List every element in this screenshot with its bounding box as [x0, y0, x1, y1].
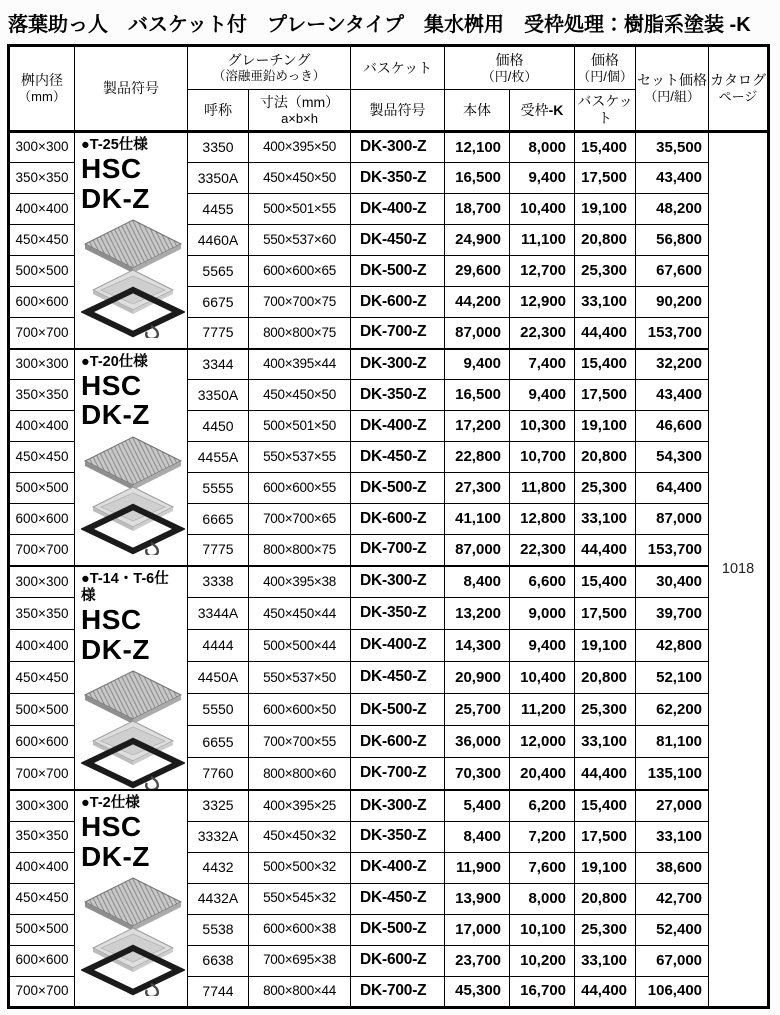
pit-size-cell: 300×300 [9, 790, 75, 821]
basket-price-cell: 17,500 [575, 598, 636, 630]
frame-price-cell: 16,700 [510, 976, 575, 1007]
body-price-cell: 11,900 [445, 852, 510, 883]
header-price-per-sheet-line2: （円/枚） [481, 68, 538, 84]
table-row [9, 566, 769, 598]
spec-label: ●T-14・T-6仕様 [81, 570, 169, 604]
pit-size-cell: 350×350 [9, 380, 75, 411]
body-price-cell: 9,400 [445, 349, 510, 380]
set-price-cell: 39,700 [636, 598, 709, 630]
basket-code-cell: DK-300-Z [351, 566, 445, 598]
pit-size-cell: 700×700 [9, 758, 75, 790]
frame-price-cell: 10,400 [510, 194, 575, 225]
table-row [9, 132, 769, 163]
basket-code-cell: DK-500-Z [351, 914, 445, 945]
grating-name-cell: 5538 [188, 914, 249, 945]
basket-code-cell: DK-700-Z [351, 318, 445, 349]
grating-name-cell: 6675 [188, 287, 249, 318]
set-price-cell: 90,200 [636, 287, 709, 318]
header-basket-price: バスケット [575, 90, 636, 132]
basket-price-cell: 33,100 [575, 287, 636, 318]
pit-size-cell: 300×300 [9, 132, 75, 163]
basket-code-cell: DK-350-Z [351, 163, 445, 194]
set-price-cell: 153,700 [636, 535, 709, 566]
pit-size-cell: 450×450 [9, 442, 75, 473]
basket-price-cell: 17,500 [575, 163, 636, 194]
price-table [7, 44, 770, 1009]
grating-name-cell: 4455 [188, 194, 249, 225]
basket-price-cell: 17,500 [575, 380, 636, 411]
grating-name-cell: 4450 [188, 411, 249, 442]
frame-price-cell: 22,300 [510, 535, 575, 566]
pit-size-cell: 350×350 [9, 821, 75, 852]
set-price-cell: 56,800 [636, 225, 709, 256]
header-pit-size-line2: （mm） [18, 89, 66, 105]
body-price-cell: 13,900 [445, 883, 510, 914]
frame-price-cell: 10,100 [510, 914, 575, 945]
set-price-cell: 52,100 [636, 662, 709, 694]
frame-price-cell: 11,800 [510, 473, 575, 504]
grating-name-cell: 7744 [188, 976, 249, 1007]
grating-name-cell: 3350 [188, 132, 249, 163]
spec-label: ●T-2仕様 [81, 795, 140, 812]
body-price-cell: 23,700 [445, 945, 510, 976]
frame-price-cell: 9,000 [510, 598, 575, 630]
frame-price-cell: 10,200 [510, 945, 575, 976]
pit-size-cell: 450×450 [9, 883, 75, 914]
grating-basket-frame-illustration [81, 218, 185, 338]
basket-price-cell: 44,400 [575, 976, 636, 1007]
set-price-cell: 32,200 [636, 349, 709, 380]
set-price-cell: 46,600 [636, 411, 709, 442]
product-code-cell [75, 566, 188, 791]
basket-price-cell: 44,400 [575, 758, 636, 790]
grating-name-cell: 3332A [188, 821, 249, 852]
grating-name-cell: 6638 [188, 945, 249, 976]
basket-price-cell: 15,400 [575, 790, 636, 821]
header-set-price-line2: （円/組） [644, 89, 700, 105]
body-price-cell: 8,400 [445, 566, 510, 598]
grating-dim-cell: 450×450×50 [249, 163, 351, 194]
table-row [9, 790, 769, 821]
basket-code-cell: DK-300-Z [351, 790, 445, 821]
body-price-cell: 13,200 [445, 598, 510, 630]
grating-dim-cell: 400×395×25 [249, 790, 351, 821]
grating-name-cell: 3350A [188, 163, 249, 194]
frame-price-cell: 12,000 [510, 726, 575, 758]
body-price-cell: 87,000 [445, 318, 510, 349]
frame-price-cell: 10,700 [510, 442, 575, 473]
pit-size-cell: 500×500 [9, 914, 75, 945]
spec-label: ●T-25仕様 [81, 137, 148, 153]
basket-price-cell: 19,100 [575, 194, 636, 225]
grating-name-cell: 7775 [188, 318, 249, 349]
basket-price-cell: 33,100 [575, 504, 636, 535]
grating-name-cell: 5550 [188, 694, 249, 726]
grating-dim-cell: 600×600×50 [249, 694, 351, 726]
body-price-cell: 18,700 [445, 194, 510, 225]
basket-code-cell: DK-600-Z [351, 726, 445, 758]
set-price-cell: 54,300 [636, 442, 709, 473]
product-code-dkz: DK-Z [81, 840, 150, 872]
product-code-cell [75, 790, 188, 1007]
header-grating-dim [249, 90, 351, 132]
basket-code-cell: DK-400-Z [351, 630, 445, 662]
grating-basket-frame-illustration [81, 669, 185, 789]
grating-name-cell: 4432 [188, 852, 249, 883]
grating-dim-cell: 400×395×44 [249, 349, 351, 380]
basket-code-cell: DK-350-Z [351, 821, 445, 852]
header-set-price-line1: セット価格 [637, 72, 708, 89]
body-price-cell: 16,500 [445, 380, 510, 411]
header-price-per-unit-line2: （円/個） [577, 68, 633, 84]
body-price-cell: 16,500 [445, 163, 510, 194]
pit-size-cell: 400×400 [9, 630, 75, 662]
grating-dim-cell: 800×800×44 [249, 976, 351, 1007]
grating-name-cell: 5555 [188, 473, 249, 504]
grating-dim-cell: 500×500×44 [249, 630, 351, 662]
product-code-hsc: HSC [81, 153, 142, 185]
grating-dim-cell: 500×501×55 [249, 194, 351, 225]
header-basket-code: 製品符号 [351, 90, 445, 132]
basket-code-cell: DK-450-Z [351, 225, 445, 256]
basket-price-cell: 33,100 [575, 945, 636, 976]
basket-price-cell: 33,100 [575, 726, 636, 758]
product-code-dkz: DK-Z [81, 399, 150, 431]
header-frame-label: 受枠 [520, 101, 549, 118]
frame-price-cell: 11,200 [510, 694, 575, 726]
header-catalog-page [709, 46, 769, 132]
frame-price-cell: 7,400 [510, 349, 575, 380]
basket-code-cell: DK-700-Z [351, 535, 445, 566]
basket-code-cell: DK-300-Z [351, 132, 445, 163]
grating-name-cell: 4450A [188, 662, 249, 694]
basket-code-cell: DK-700-Z [351, 758, 445, 790]
pit-size-cell: 600×600 [9, 287, 75, 318]
grating-dim-cell: 800×800×75 [249, 318, 351, 349]
frame-price-cell: 12,700 [510, 256, 575, 287]
basket-price-cell: 44,400 [575, 535, 636, 566]
frame-price-cell: 11,100 [510, 225, 575, 256]
grating-dim-cell: 700×695×38 [249, 945, 351, 976]
grating-dim-cell: 450×450×44 [249, 598, 351, 630]
pit-size-cell: 450×450 [9, 662, 75, 694]
body-price-cell: 12,100 [445, 132, 510, 163]
basket-code-cell: DK-450-Z [351, 662, 445, 694]
pit-size-cell: 350×350 [9, 163, 75, 194]
pit-size-cell: 300×300 [9, 349, 75, 380]
grating-basket-frame-illustration [81, 435, 185, 555]
pit-size-cell: 400×400 [9, 852, 75, 883]
basket-price-cell: 25,300 [575, 914, 636, 945]
set-price-cell: 64,400 [636, 473, 709, 504]
product-code-cell [75, 132, 188, 349]
frame-price-cell: 6,600 [510, 566, 575, 598]
header-row-1 [9, 46, 769, 90]
set-price-cell: 135,100 [636, 758, 709, 790]
basket-code-cell: DK-700-Z [351, 976, 445, 1007]
header-price-per-sheet-line1: 価格 [495, 51, 524, 68]
basket-price-cell: 15,400 [575, 132, 636, 163]
grating-dim-cell: 700×700×75 [249, 287, 351, 318]
grating-name-cell: 4432A [188, 883, 249, 914]
basket-price-cell: 25,300 [575, 256, 636, 287]
set-price-cell: 153,700 [636, 318, 709, 349]
basket-code-cell: DK-400-Z [351, 852, 445, 883]
grating-name-cell: 4460A [188, 225, 249, 256]
grating-dim-cell: 450×450×50 [249, 380, 351, 411]
grating-dim-cell: 800×800×60 [249, 758, 351, 790]
set-price-cell: 87,000 [636, 504, 709, 535]
basket-code-cell: DK-600-Z [351, 945, 445, 976]
basket-code-cell: DK-450-Z [351, 883, 445, 914]
set-price-cell: 35,500 [636, 132, 709, 163]
grating-dim-cell: 700×700×55 [249, 726, 351, 758]
product-code-hsc: HSC [81, 604, 142, 636]
pit-size-cell: 600×600 [9, 504, 75, 535]
basket-price-cell: 25,300 [575, 694, 636, 726]
grating-dim-cell: 600×600×38 [249, 914, 351, 945]
body-price-cell: 41,100 [445, 504, 510, 535]
basket-code-cell: DK-300-Z [351, 349, 445, 380]
header-catalog-line2: ページ [718, 89, 758, 105]
header-body-price: 本体 [445, 90, 510, 132]
basket-code-cell: DK-350-Z [351, 380, 445, 411]
frame-price-cell: 12,800 [510, 504, 575, 535]
header-catalog-line1: カタログ [710, 72, 767, 89]
header-grating-line1: グレーチング [227, 52, 311, 69]
pit-size-cell: 600×600 [9, 726, 75, 758]
basket-price-cell: 19,100 [575, 411, 636, 442]
basket-price-cell: 20,800 [575, 883, 636, 914]
frame-price-cell: 22,300 [510, 318, 575, 349]
pit-size-cell: 300×300 [9, 566, 75, 598]
frame-price-cell: 9,400 [510, 630, 575, 662]
grating-name-cell: 3344 [188, 349, 249, 380]
header-grating-dim-line2: a×b×h [281, 110, 318, 126]
grating-name-cell: 6665 [188, 504, 249, 535]
frame-price-cell: 20,400 [510, 758, 575, 790]
basket-price-cell: 25,300 [575, 473, 636, 504]
pit-size-cell: 600×600 [9, 945, 75, 976]
pit-size-cell: 700×700 [9, 976, 75, 1007]
basket-price-cell: 20,800 [575, 225, 636, 256]
set-price-cell: 33,100 [636, 821, 709, 852]
set-price-cell: 38,600 [636, 852, 709, 883]
set-price-cell: 42,700 [636, 883, 709, 914]
grating-dim-cell: 550×545×32 [249, 883, 351, 914]
grating-name-cell: 3344A [188, 598, 249, 630]
basket-price-cell: 17,500 [575, 821, 636, 852]
body-price-cell: 70,300 [445, 758, 510, 790]
header-price-per-unit [575, 46, 636, 90]
grating-name-cell: 3338 [188, 566, 249, 598]
basket-code-cell: DK-350-Z [351, 598, 445, 630]
set-price-cell: 43,400 [636, 380, 709, 411]
basket-price-cell: 15,400 [575, 349, 636, 380]
set-price-cell: 62,200 [636, 694, 709, 726]
basket-code-cell: DK-600-Z [351, 504, 445, 535]
basket-price-cell: 19,100 [575, 852, 636, 883]
body-price-cell: 14,300 [445, 630, 510, 662]
grating-name-cell: 7760 [188, 758, 249, 790]
basket-code-cell: DK-450-Z [351, 442, 445, 473]
body-price-cell: 17,000 [445, 914, 510, 945]
catalog-page-cell: 1018 [709, 132, 769, 1008]
frame-price-cell: 8,000 [510, 132, 575, 163]
product-code-hsc: HSC [81, 811, 142, 843]
grating-name-cell: 7775 [188, 535, 249, 566]
header-grating-dim-line1: 寸法（mm） [259, 93, 340, 110]
set-price-cell: 106,400 [636, 976, 709, 1007]
frame-price-cell: 10,300 [510, 411, 575, 442]
grating-dim-cell: 700×700×65 [249, 504, 351, 535]
grating-name-cell: 4455A [188, 442, 249, 473]
set-price-cell: 30,400 [636, 566, 709, 598]
grating-dim-cell: 400×395×38 [249, 566, 351, 598]
body-price-cell: 36,000 [445, 726, 510, 758]
basket-code-cell: DK-400-Z [351, 194, 445, 225]
body-price-cell: 24,900 [445, 225, 510, 256]
set-price-cell: 42,800 [636, 630, 709, 662]
pit-size-cell: 700×700 [9, 535, 75, 566]
grating-name-cell: 5565 [188, 256, 249, 287]
pit-size-cell: 500×500 [9, 473, 75, 504]
table-row [9, 349, 769, 380]
pit-size-cell: 350×350 [9, 598, 75, 630]
grating-dim-cell: 550×537×50 [249, 662, 351, 694]
set-price-cell: 67,600 [636, 256, 709, 287]
basket-code-cell: DK-400-Z [351, 411, 445, 442]
basket-price-cell: 19,100 [575, 630, 636, 662]
header-price-per-unit-line1: 価格 [591, 51, 620, 68]
body-price-cell: 17,200 [445, 411, 510, 442]
frame-price-cell: 7,600 [510, 852, 575, 883]
frame-price-cell: 6,200 [510, 790, 575, 821]
basket-price-cell: 20,800 [575, 442, 636, 473]
header-grating [188, 46, 351, 90]
grating-dim-cell: 450×450×32 [249, 821, 351, 852]
product-code-dkz: DK-Z [81, 182, 150, 214]
frame-price-cell: 8,000 [510, 883, 575, 914]
grating-dim-cell: 500×501×50 [249, 411, 351, 442]
header-pit-size [9, 46, 75, 132]
pit-size-cell: 400×400 [9, 411, 75, 442]
grating-name-cell: 6655 [188, 726, 249, 758]
pit-size-cell: 700×700 [9, 318, 75, 349]
body-price-cell: 8,400 [445, 821, 510, 852]
set-price-cell: 52,400 [636, 914, 709, 945]
product-code-cell [75, 349, 188, 566]
body-price-cell: 29,600 [445, 256, 510, 287]
set-price-cell: 67,000 [636, 945, 709, 976]
basket-code-cell: DK-500-Z [351, 256, 445, 287]
grating-name-cell: 3325 [188, 790, 249, 821]
pit-size-cell: 500×500 [9, 256, 75, 287]
frame-price-cell: 7,200 [510, 821, 575, 852]
header-pit-size-line1: 桝内径 [21, 72, 63, 89]
page-title: 落葉助っ人 バスケット付 プレーンタイプ 集水桝用 受枠処理：樹脂系塗装 -K [8, 14, 751, 36]
body-price-cell: 44,200 [445, 287, 510, 318]
grating-name-cell: 4444 [188, 630, 249, 662]
header-set-price [636, 46, 709, 132]
basket-code-cell: DK-500-Z [351, 694, 445, 726]
header-frame-price [510, 90, 575, 132]
basket-price-cell: 20,800 [575, 662, 636, 694]
pit-size-cell: 500×500 [9, 694, 75, 726]
body-price-cell: 87,000 [445, 535, 510, 566]
set-price-cell: 81,100 [636, 726, 709, 758]
frame-price-cell: 9,400 [510, 380, 575, 411]
pit-size-cell: 450×450 [9, 225, 75, 256]
grating-name-cell: 3350A [188, 380, 249, 411]
spec-label: ●T-20仕様 [81, 353, 148, 370]
grating-basket-frame-illustration [81, 876, 185, 996]
product-code-dkz: DK-Z [81, 633, 150, 665]
body-price-cell: 27,300 [445, 473, 510, 504]
product-code-hsc: HSC [81, 369, 142, 401]
set-price-cell: 27,000 [636, 790, 709, 821]
header-product-code: 製品符号 [75, 46, 188, 132]
pit-size-cell: 400×400 [9, 194, 75, 225]
grating-dim-cell: 550×537×55 [249, 442, 351, 473]
body-price-cell: 25,700 [445, 694, 510, 726]
body-price-cell: 22,800 [445, 442, 510, 473]
basket-price-cell: 44,400 [575, 318, 636, 349]
grating-dim-cell: 400×395×50 [249, 132, 351, 163]
frame-price-cell: 10,400 [510, 662, 575, 694]
set-price-cell: 48,200 [636, 194, 709, 225]
basket-code-cell: DK-500-Z [351, 473, 445, 504]
grating-dim-cell: 500×500×32 [249, 852, 351, 883]
body-price-cell: 45,300 [445, 976, 510, 1007]
set-price-cell: 43,400 [636, 163, 709, 194]
body-price-cell: 5,400 [445, 790, 510, 821]
frame-price-cell: 9,400 [510, 163, 575, 194]
grating-dim-cell: 600×600×65 [249, 256, 351, 287]
header-basket: バスケット [351, 46, 445, 90]
header-grating-name: 呼称 [188, 90, 249, 132]
body-price-cell: 20,900 [445, 662, 510, 694]
grating-dim-cell: 600×600×55 [249, 473, 351, 504]
frame-price-cell: 12,900 [510, 287, 575, 318]
basket-price-cell: 15,400 [575, 566, 636, 598]
header-price-per-sheet [445, 46, 575, 90]
grating-dim-cell: 550×537×60 [249, 225, 351, 256]
basket-code-cell: DK-600-Z [351, 287, 445, 318]
header-grating-line2: （溶融亜鉛めっき） [212, 68, 326, 83]
grating-dim-cell: 800×800×75 [249, 535, 351, 566]
header-frame-suffix: -K [548, 101, 564, 118]
